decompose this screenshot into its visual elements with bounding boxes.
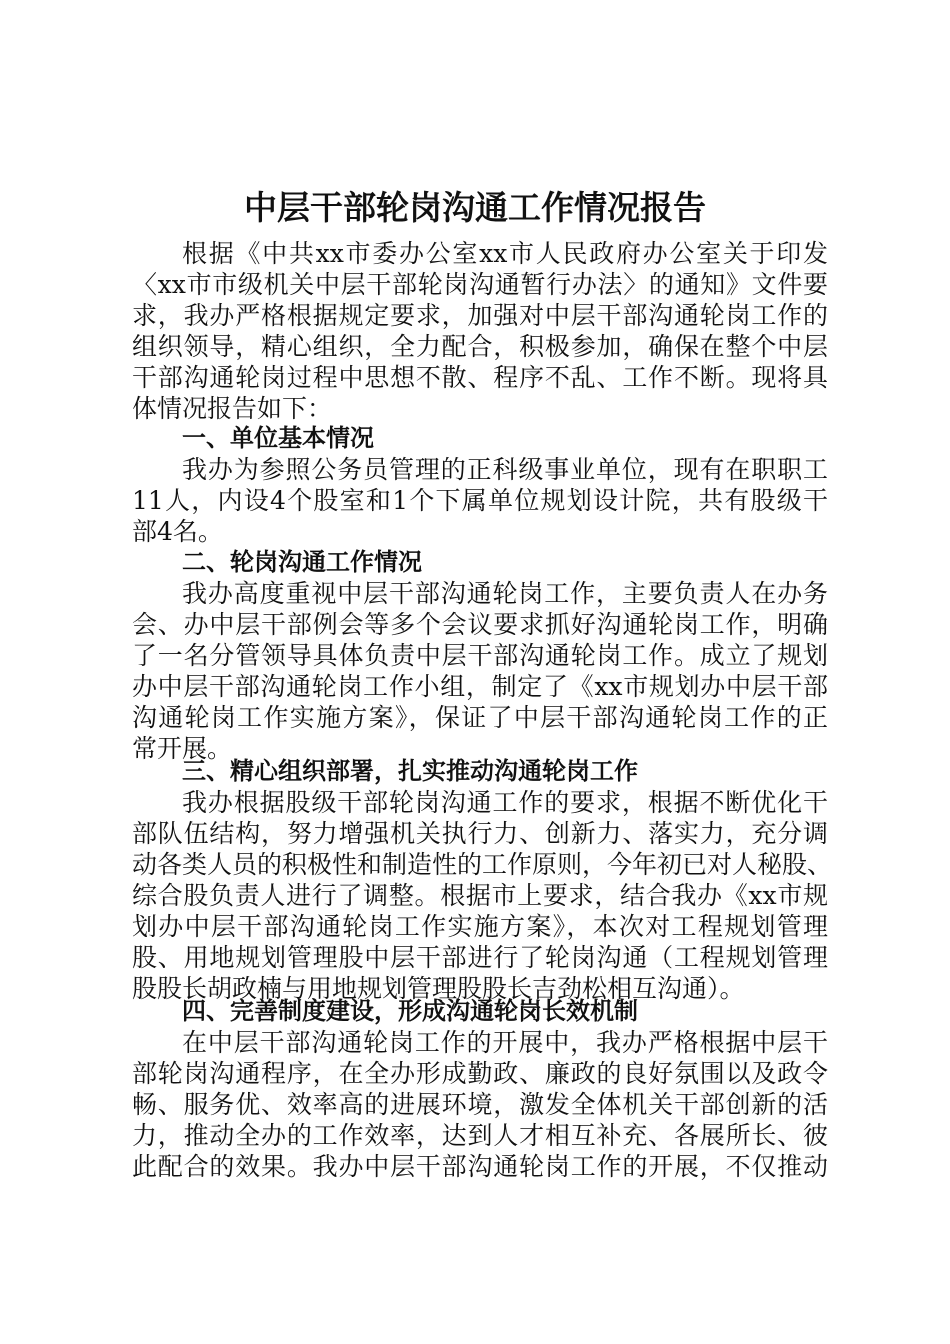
paragraph-line: 了一名分管领导具体负责中层干部沟通轮岗工作。成立了规划 <box>132 641 828 670</box>
paragraph-line: 常开展。 <box>132 734 233 763</box>
paragraph-line: 11人，内设4个股室和1个下属单位规划设计院，共有股级干 <box>132 486 828 515</box>
paragraph-line: 会、办中层干部例会等多个会议要求抓好沟通轮岗工作，明确 <box>132 610 828 639</box>
paragraph-line: 组织领导，精心组织，全力配合，积极参加，确保在整个中层 <box>132 332 828 361</box>
paragraph-line: 此配合的效果。我办中层干部沟通轮岗工作的开展，不仅推动 <box>132 1152 828 1181</box>
paragraph-line: 沟通轮岗工作实施方案》，保证了中层干部沟通轮岗工作的正 <box>132 703 828 732</box>
paragraph-line: 股股长胡政楠与用地规划管理股股长吉劲松相互沟通）。 <box>132 974 745 1003</box>
paragraph-line: 部轮岗沟通程序，在全办形成勤政、廉政的良好氛围以及政令 <box>132 1059 828 1088</box>
paragraph-line: 根据《中共xx市委办公室xx市人民政府办公室关于印发 <box>182 239 828 268</box>
paragraph-line: 力，推动全办的工作效率，达到人才相互补充、各展所长、彼 <box>132 1121 828 1150</box>
paragraph-line: 干部沟通轮岗过程中思想不散、程序不乱、工作不断。现将具 <box>132 363 828 392</box>
paragraph-line: 在中层干部沟通轮岗工作的开展中，我办严格根据中层干 <box>182 1028 828 1057</box>
paragraph-line: 划办中层干部沟通轮岗工作实施方案》，本次对工程规划管理 <box>132 912 828 941</box>
paragraph-line: 体情况报告如下： <box>132 394 333 423</box>
paragraph-line: 办中层干部沟通轮岗工作小组，制定了《xx市规划办中层干部 <box>132 672 828 701</box>
document-title: 中层干部轮岗沟通工作情况报告 <box>244 188 706 227</box>
paragraph-line: 我办根据股级干部轮岗沟通工作的要求，根据不断优化干 <box>182 788 828 817</box>
paragraph-line: 我办高度重视中层干部沟通轮岗工作，主要负责人在办务 <box>182 579 828 608</box>
paragraph-line: 畅、服务优、效率高的进展环境，激发全体机关干部创新的活 <box>132 1090 828 1119</box>
paragraph-line: 部队伍结构，努力增强机关执行力、创新力、落实力，充分调 <box>132 819 828 848</box>
section-heading: 一、单位基本情况 <box>182 424 374 452</box>
section-heading: 二、轮岗沟通工作情况 <box>182 548 422 576</box>
paragraph-line: 部4名。 <box>132 517 223 546</box>
paragraph-line: 动各类人员的积极性和制造性的工作原则，今年初已对人秘股、 <box>132 850 833 879</box>
paragraph-line: 股、用地规划管理股中层干部进行了轮岗沟通（工程规划管理 <box>132 943 828 972</box>
paragraph-line: 综合股负责人进行了调整。根据市上要求，结合我办《xx市规 <box>132 881 828 910</box>
section-heading: 三、精心组织部署，扎实推动沟通轮岗工作 <box>182 757 638 785</box>
section-heading: 四、完善制度建设，形成沟通轮岗长效机制 <box>182 997 638 1025</box>
paragraph-line: 我办为参照公务员管理的正科级事业单位，现有在职职工 <box>182 455 828 484</box>
paragraph-line: 求，我办严格根据规定要求，加强对中层干部沟通轮岗工作的 <box>132 301 828 330</box>
paragraph-line: 〈xx市市级机关中层干部轮岗沟通暂行办法〉的通知》文件要 <box>132 270 828 299</box>
